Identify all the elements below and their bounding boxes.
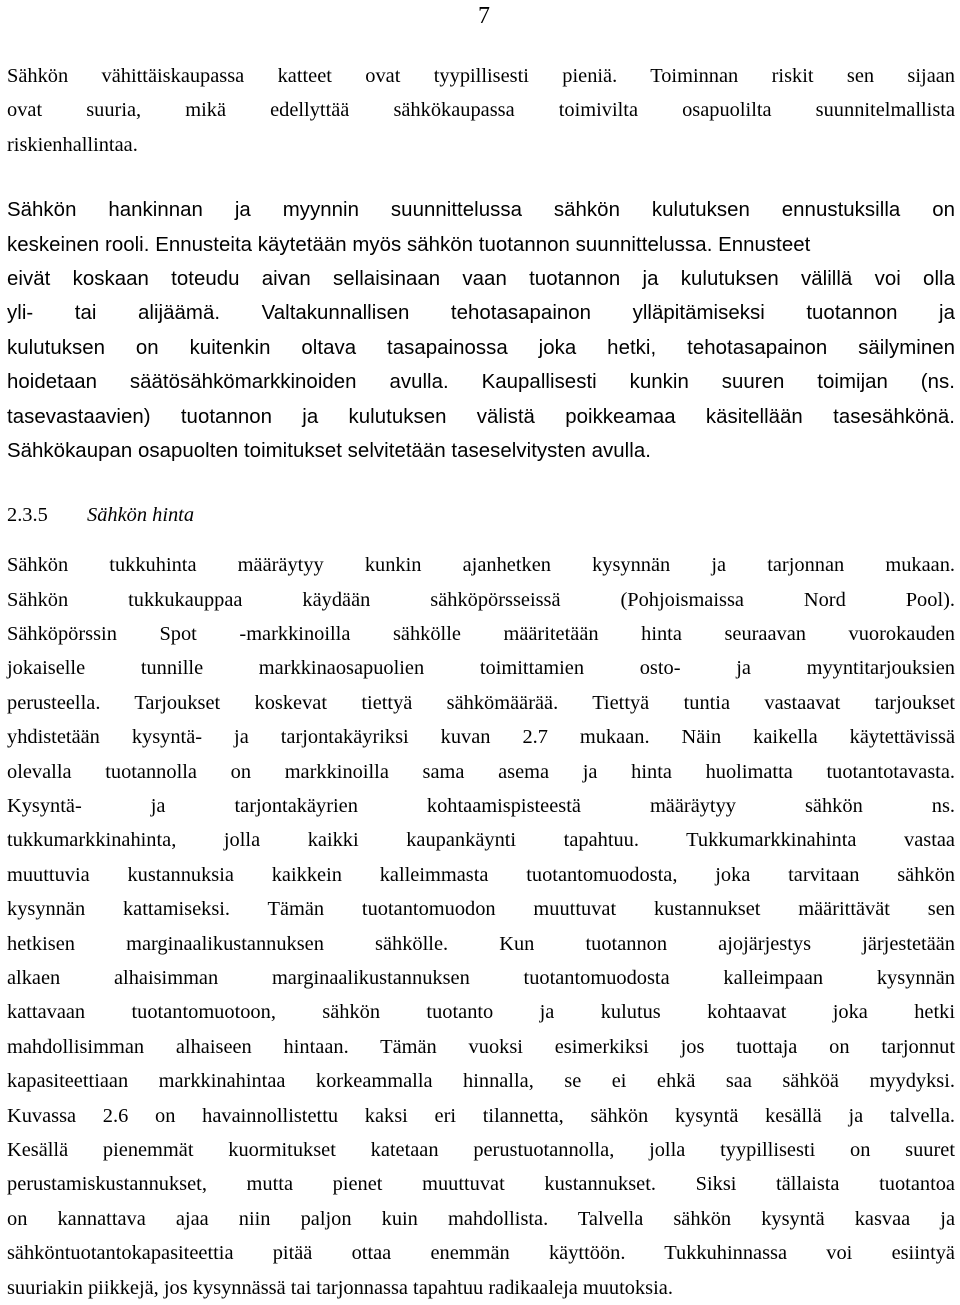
paragraph-forecasting bbox=[7, 193, 955, 468]
text-line: Sähköpörssin Spot -markkinoilla sähkölle määritetään hinta seuraavan vuorokauden bbox=[7, 623, 955, 646]
text-line: kattavaan tuotantomuotoon, sähkön tuotanto ja kulutus kohtaavat joka hetki bbox=[7, 1001, 955, 1024]
text-line: jokaiselle tunnille markkinaosapuolien toimittamien osto- ja myyntitarjouksien bbox=[7, 657, 955, 680]
text-line: keskeinen rooli. Ennusteita käytetään myös sähkön tuotannon suunnittelussa. Ennusteet bbox=[7, 233, 811, 256]
paragraph-retail-margins bbox=[7, 59, 955, 162]
text-line: hetkisen marginaalikustannuksen sähkölle. Kun tuotannon ajojärjestys järjestetään bbox=[7, 932, 955, 955]
text-line: kapasiteettiaan markkinahintaa korkeammalla hinnalla, se ei ehkä saa sähköä myydyksi. bbox=[7, 1070, 955, 1093]
text-line: Sähkön vähittäiskaupassa katteet ovat tyypillisesti pieniä. Toiminnan riskit sen sijaan bbox=[7, 65, 955, 87]
text-line: muuttuvia kustannuksia kaikkein kalleimmasta tuotantomuodosta, joka tarvitaan sähkön bbox=[7, 863, 955, 886]
text-line: yli- tai alijäämä. Valtakunnallisen tehotasapainon ylläpitämiseksi tuotannon ja bbox=[7, 302, 955, 325]
page-number: 7 bbox=[478, 3, 490, 29]
section-number: 2.3.5 bbox=[7, 504, 48, 527]
text-line: suuriakin piikkejä, jos kysynnässä tai tarjonnassa tapahtuu radikaaleja muutoksia. bbox=[7, 1276, 673, 1299]
text-line: Sähkön tukkuhinta määräytyy kunkin ajanhetken kysynnän ja tarjonnan mukaan. bbox=[7, 554, 955, 577]
text-line: sähköntuotantokapasiteettia pitää ottaa enemmän käyttöön. Tukkuhinnassa voi esiintyä bbox=[7, 1242, 955, 1265]
document-body bbox=[7, 59, 955, 1305]
paragraph-spacer bbox=[7, 162, 955, 193]
text-line: Kysyntä- ja tarjontakäyrien kohtaamispisteestä määräytyy sähkön ns. bbox=[7, 795, 955, 818]
text-line: yhdistetään kysyntä- ja tarjontakäyriksi kuvan 2.7 mukaan. Näin kaikella käytettävissä bbox=[7, 726, 955, 749]
paragraph-electricity-price bbox=[7, 548, 955, 1305]
text-line: tukkumarkkinahinta, jolla kaikki kaupankäynti tapahtuu. Tukkumarkkinahinta vastaa bbox=[7, 829, 955, 852]
paragraph-spacer bbox=[7, 468, 955, 498]
text-line: perusteella. Tarjoukset koskevat tiettyä sähkömäärää. Tiettyä tuntia vastaavat tarjoukset bbox=[7, 691, 955, 714]
text-line: Sähkön hankinnan ja myynnin suunnittelussa sähkön kulutuksen ennustuksilla on bbox=[7, 199, 955, 222]
text-line: ovat suuria, mikä edellyttää sähkökaupassa toimivilta osapuolilta suunnitelmallista bbox=[7, 99, 955, 122]
text-line: kysynnän kattamiseksi. Tämän tuotantomuodon muuttuvat kustannukset määrittävät sen bbox=[7, 898, 955, 921]
section-heading bbox=[7, 498, 955, 532]
text-line: riskienhallintaa. bbox=[7, 133, 138, 156]
text-line: alkaen alhaisimman marginaalikustannuksen tuotantomuodosta kalleimpaan kysynnän bbox=[7, 966, 955, 989]
text-line: perustamiskustannukset, mutta pienet muuttuvat kustannukset. Siksi tällaista tuotantoa bbox=[7, 1173, 955, 1196]
text-line: Kesällä pienemmät kuormitukset katetaan perustuotannolla, jolla tyypillisesti on suuret bbox=[7, 1138, 955, 1161]
text-line: kulutuksen on kuitenkin oltava tasapainossa joka hetki, tehotasapainon säilyminen bbox=[7, 336, 955, 359]
text-line: hoidetaan säätösähkömarkkinoiden avulla. Kaupallisesti kunkin suuren toimijan (ns. bbox=[7, 371, 955, 394]
text-line: olevalla tuotannolla on markkinoilla sama asema ja hinta huolimatta tuotantotavasta. bbox=[7, 760, 955, 783]
text-line: mahdollisimman alhaiseen hintaan. Tämän vuoksi esimerkiksi jos tuottaja on tarjonnut bbox=[7, 1035, 955, 1058]
text-line: Sähkön tukkukauppaa käydään sähköpörsseissä (Pohjoismaissa Nord Pool). bbox=[7, 588, 955, 611]
text-line: on kannattava ajaa niin paljon kuin mahdollista. Talvella sähkön kysyntä kasvaa ja bbox=[7, 1207, 955, 1230]
text-line: Sähkökaupan osapuolten toimitukset selvitetään taseselvitysten avulla. bbox=[7, 439, 651, 462]
text-line: tasevastaavien) tuotannon ja kulutuksen välistä poikkeamaa käsitellään tasesähkönä. bbox=[7, 405, 955, 428]
text-line: eivät koskaan toteudu aivan sellaisinaan vaan tuotannon ja kulutuksen välillä voi olla bbox=[7, 267, 955, 290]
text-line: Kuvassa 2.6 on havainnollistettu kaksi eri tilannetta, sähkön kysyntä kesällä ja talvella. bbox=[7, 1104, 955, 1127]
section-title: Sähkön hinta bbox=[87, 504, 195, 527]
